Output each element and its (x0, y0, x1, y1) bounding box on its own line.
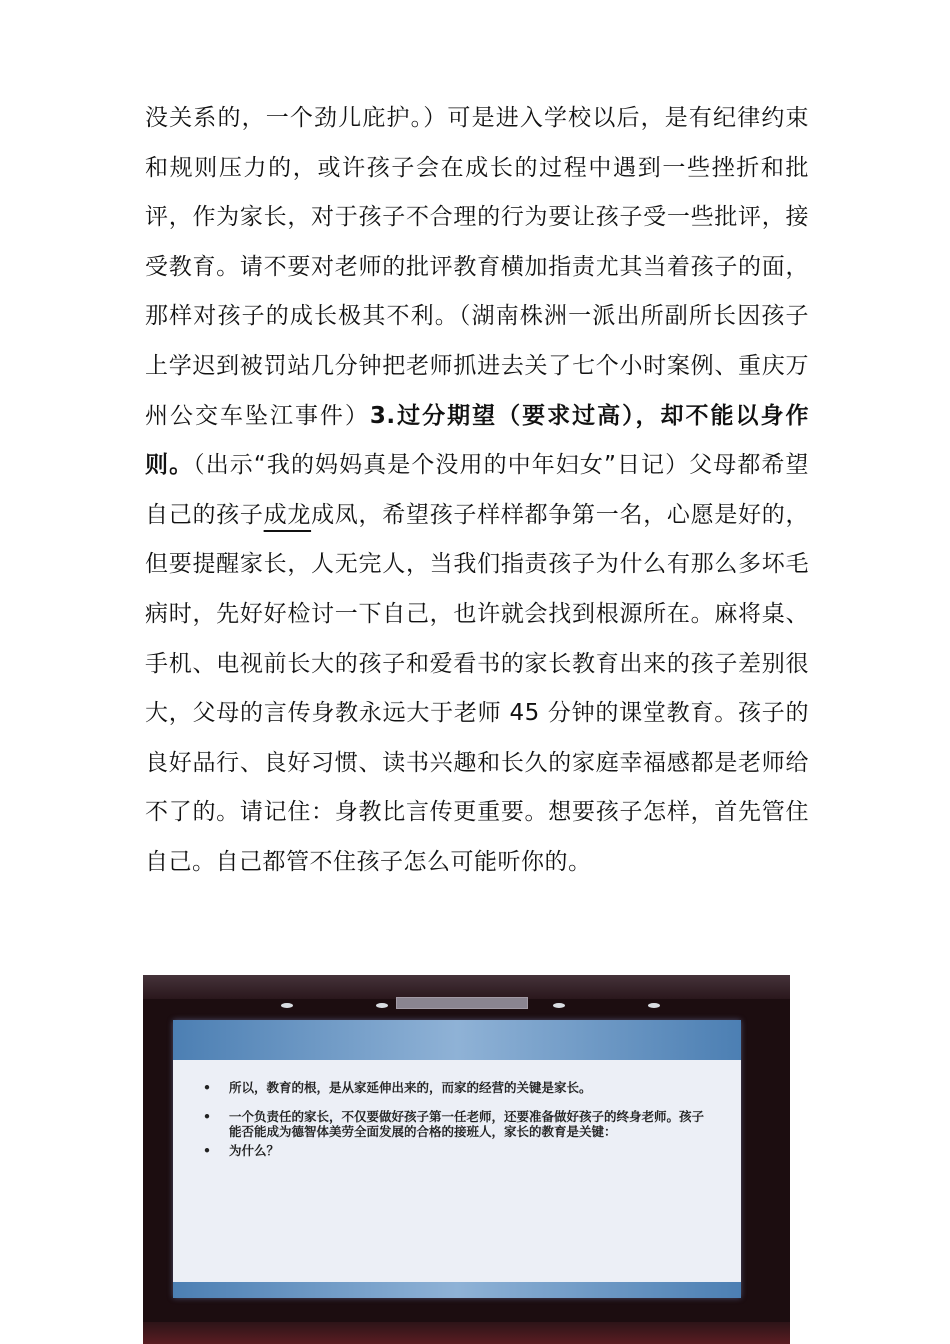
text-part-2: （出示“我的妈妈真是个没用的中年妇女”日记）父母都希望自己的孩子 (145, 452, 809, 528)
slide-bullet (201, 1109, 711, 1139)
ceiling-light (376, 1003, 388, 1008)
ceiling-vent (396, 997, 528, 1009)
stage (143, 1322, 790, 1344)
slide-bullet (201, 1080, 711, 1095)
slide-bullet-text: 所以，教育的根，是从家延伸出来的，而家的经营的关键是家长。 (229, 1080, 592, 1095)
text-part-1: 没关系的，一个劲儿庇护。）可是进入学校以后，是有纪律约束和规则压力的，或许孩子会在成长的过程中遇到一些挫折和批评，作为家长，对于孩子不合理的行为要让孩子受一些批评，接受教育。请不要对老师的批评教育横加指责尤其当着孩子的面，那样对孩子的成长极其不利。（湖南株洲一派出所副所长因孩子上学迟到被罚站几分钟把老师抓进去关了七个小时案例、重庆万州公交车坠江事件） (145, 105, 809, 429)
slide-bullet-list (201, 1080, 711, 1172)
bullet-icon: • (203, 1080, 211, 1095)
ceiling-light (648, 1003, 660, 1008)
body-paragraph (145, 94, 809, 888)
bullet-icon: • (203, 1109, 211, 1124)
slide-bullet (201, 1143, 711, 1158)
ceiling-light (553, 1003, 565, 1008)
underlined-text: 成龙 (263, 501, 312, 528)
text-part-3: 成凤，希望孩子样样都争第一名，心愿是好的，但要提醒家长，人无完人，当我们指责孩子为什么有那么多坏毛病时，先好好检讨一下自己，也许就会找到根源所在。麻将桌、手机、电视前长大的孩子和爱看书的家长教育出来的孩子差别很大，父母的言传身教永远大于老师 45 分钟的课堂教育。孩子的良好品行、良好习惯、读书兴趣和长久的家庭幸福感都是老师给不了的。请记住：身教比言传更重要。想要孩子怎样，首先管住自己。自己都管不住孩子怎么可能听你的。 (145, 501, 810, 875)
slide-footer-band (173, 1282, 741, 1298)
ceiling (143, 975, 790, 999)
ceiling-light (281, 1003, 293, 1008)
slide-photo (143, 975, 790, 1344)
slide-bullet-text: 为什么？ (229, 1143, 280, 1158)
projector-screen (173, 1020, 741, 1298)
slide-header-band (173, 1020, 741, 1060)
bold-heading: 3.过分期望（要求过高），却不能以身作则。 (145, 402, 809, 479)
bullet-icon: • (203, 1143, 211, 1158)
slide-bullet-text: 一个负责任的家长，不仅要做好孩子第一任老师，还要准备做好孩子的终身老师。孩子能否能成为德智体美劳全面发展的合格的接班人，家长的教育是关键： (229, 1109, 705, 1139)
paragraph-text (145, 94, 809, 888)
